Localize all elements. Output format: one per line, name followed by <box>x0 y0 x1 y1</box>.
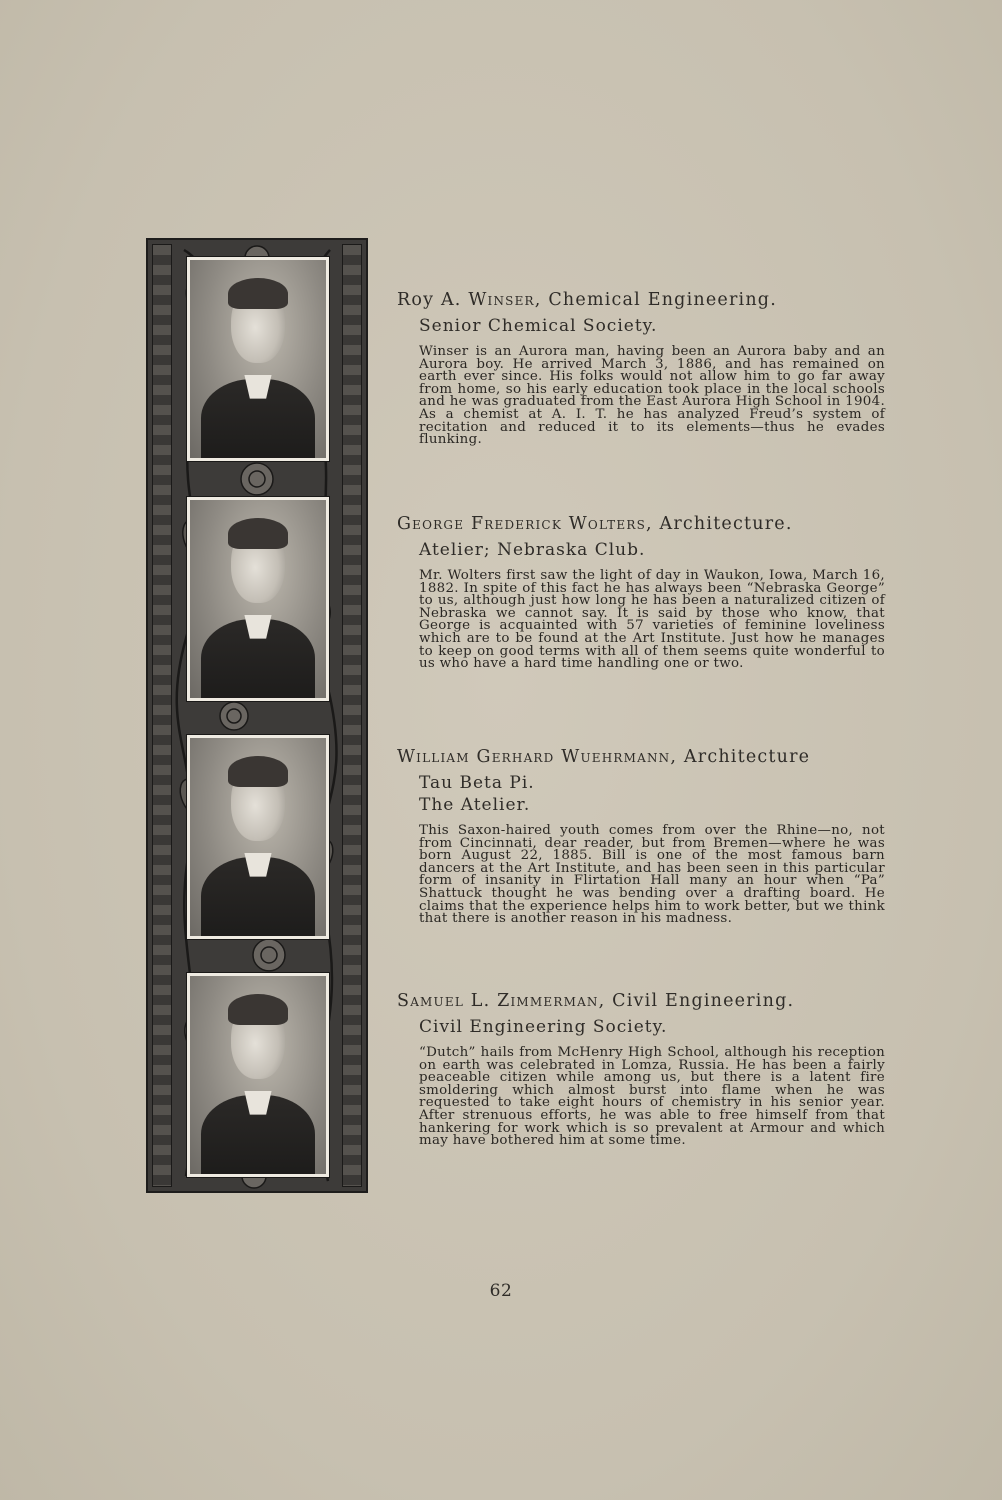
department: Architecture. <box>659 514 793 534</box>
first-name: Samuel <box>397 991 464 1011</box>
society: Civil Engineering Society. <box>419 1017 668 1037</box>
last-name: Zimmerman <box>497 991 599 1011</box>
department: Civil Engineering. <box>612 991 795 1011</box>
first-name: William <box>397 747 470 767</box>
middle-name: L. <box>470 991 491 1011</box>
middle-name: Gerhard <box>476 747 555 767</box>
page-number: 62 <box>489 1281 513 1301</box>
portrait-winser <box>186 256 330 462</box>
department: Architecture <box>683 747 811 767</box>
society: Atelier; Nebraska Club. <box>419 540 646 560</box>
portrait-zimmerman <box>186 972 330 1178</box>
portrait-wolters <box>186 496 330 702</box>
entry-name: Roy A. Winser, Chemical Engineering. <box>397 290 777 310</box>
first-name: Roy <box>397 290 435 310</box>
middle-name: A. <box>440 290 462 310</box>
portrait-strip <box>146 238 368 1193</box>
first-name: George <box>397 514 465 534</box>
society: Tau Beta Pi. <box>419 773 535 793</box>
entry-wolters <box>397 514 887 671</box>
entry-winser <box>397 290 887 447</box>
entry-wuehrmann <box>397 747 887 926</box>
entry-name: George Frederick Wolters, Architecture. <box>397 514 793 534</box>
last-name: Winser <box>468 290 535 310</box>
middle-name: Frederick <box>470 514 562 534</box>
biography: Mr. Wolters first saw the light of day in Waukon, Iowa, March 16, 1882. In spite of this fact he has always been “Nebraska George” to us, although just how long he has been a naturalized citizen of Nebraska we cannot say. It is said by those who know, that George is acquainted with 57 varieties of feminine loveliness which are to be found at the Art Institute. Just how he manages to keep on good terms with all of them seems quite wonderful to us who have a hard time handling one or two. <box>419 568 885 672</box>
society: The Atelier. <box>419 795 531 815</box>
entry-zimmerman <box>397 991 887 1148</box>
biography: “Dutch” hails from McHenry High School, although his reception on earth was celebrated in Lomza, Russia. He has been a fairly peaceable citizen while among us, but there is a latent fire smoldering which almost burst into flame when he was requested to take eight hours of chemistry in his senior year. After strenuous efforts, he was able to free himself from that hankering for work which is so prevalent at Armour and which may have bothered him at some time. <box>419 1045 885 1149</box>
strip-border-right <box>342 244 362 1187</box>
last-name: Wuehrmann <box>561 747 671 767</box>
society: Senior Chemical Society. <box>419 316 658 336</box>
entry-name: Samuel L. Zimmerman, Civil Engineering. <box>397 991 795 1011</box>
department: Chemical Engineering. <box>548 290 777 310</box>
strip-border-left <box>152 244 172 1187</box>
biography: This Saxon-haired youth comes from over the Rhine—no, not from Cincinnati, dear reader, but from Bremen—where he was born August 22, 1885. Bill is one of the most famous barn dancers at the Art Institute, and has been seen in this particular form of insanity in Flirtation Hall many an hour when “Pa” Shattuck thought he was bending over a drafting board. He claims that the experience helps him to work better, but we think that there is another reason in his madness. <box>419 823 885 927</box>
entry-name: William Gerhard Wuehrmann, Architecture <box>397 747 811 767</box>
portrait-wuehrmann <box>186 734 330 940</box>
last-name: Wolters <box>568 514 646 534</box>
biography: Winser is an Aurora man, having been an Aurora baby and an Aurora boy. He arrived March 3, 1886, and has remained on earth ever since. His folks would not allow him to go far away from home, so his early education took place in the local schools and he was graduated from the East Aurora High School in 1904. As a chemist at A. I. T. he has analyzed Freud’s system of recitation and reduced it to its elements—thus he evades flunking. <box>419 344 885 448</box>
